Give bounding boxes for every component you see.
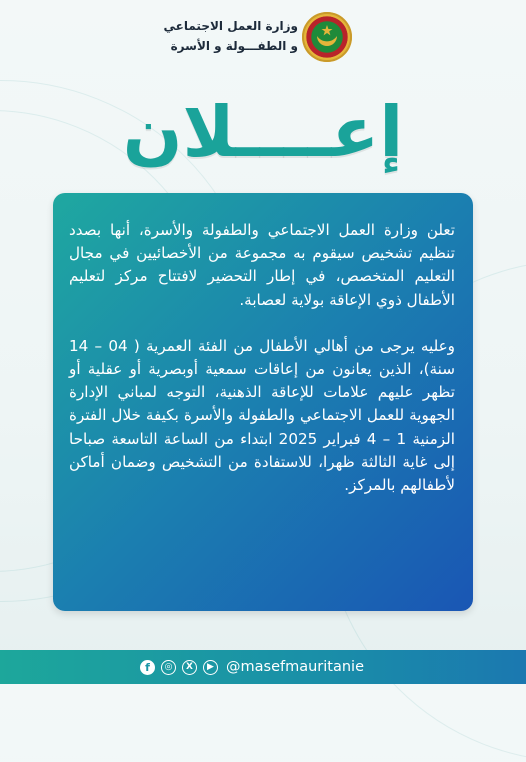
web-icon[interactable]: ◎ — [161, 660, 176, 675]
ministry-name — [128, 16, 298, 56]
ministry-emblem-icon — [302, 12, 352, 62]
footer-bar — [0, 650, 526, 684]
announcement-title: إعــــلان — [122, 91, 404, 173]
announcement-paragraph-2: وعليه يرجى من أهالي الأطفال من الفئة العمرية ( 04 – 14 سنة)، الذين يعانون من إعاقات سمعية أوبصرية أو عقلية أو تظهر عليهم علامات للإعاقة الذهنية، التوجه لمباني الإدارة الجهوية للعمل الاجتماعي والطفولة والأسرة بكيفة خلال الفترة الزمنية 1 – 4 فبراير 2025 ابتداء من الساعة التاسعة صباحا إلى غاية الثالثة ظهرا، للاستفادة من التشخيص وضمان أماكن لأطفالهم بالمركز. — [69, 336, 455, 495]
social-links — [140, 657, 364, 677]
youtube-icon[interactable]: ▶ — [203, 660, 218, 675]
x-icon[interactable]: X — [182, 660, 197, 675]
header — [0, 12, 526, 64]
social-handle[interactable]: @masefmauritanie — [226, 659, 364, 675]
ministry-name-line1: وزارة العمل الاجتماعي — [163, 19, 298, 33]
facebook-icon[interactable]: f — [140, 660, 155, 675]
announcement-paragraph-1: تعلن وزارة العمل الاجتماعي والطفولة والأسرة، أنها بصدد تنظيم تشخيص سيقوم به مجموعة من الأخصائيين في مجال التعليم المتخصص، في إطار التحضير لافتتاح مركز لتعليم الأطفال ذوي الإعاقة بولاية لعصابة. — [69, 221, 455, 309]
announcement-card — [53, 193, 473, 611]
ministry-name-line2: و الطفـــولة و الأسرة — [170, 39, 298, 53]
